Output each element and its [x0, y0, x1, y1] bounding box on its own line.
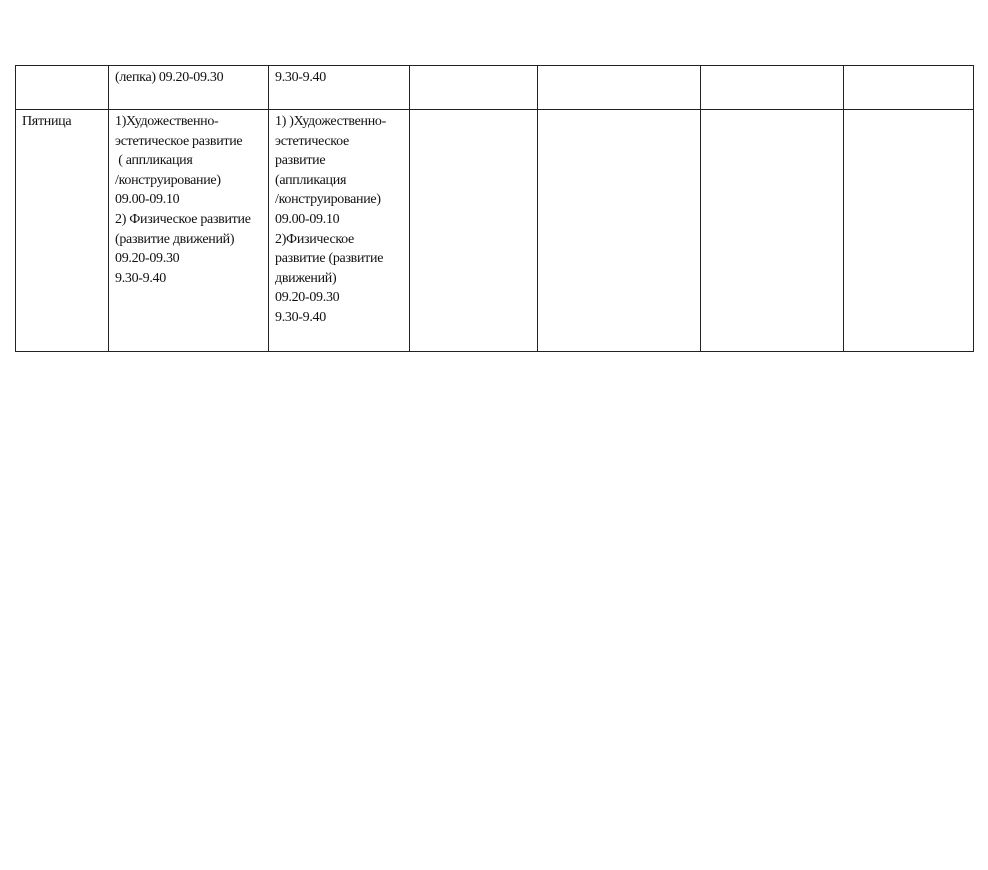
cell-line: ( аппликация — [115, 153, 193, 169]
empty-cell — [410, 110, 538, 352]
cell-line: 09.20-09.30 — [115, 251, 180, 267]
cell-line: /конструирование) — [115, 172, 221, 188]
cell-line: 09.20-09.30 — [275, 290, 340, 306]
cell-line: 1) )Художественно- — [275, 114, 386, 129]
table-row — [16, 66, 974, 110]
cell-line: развитие — [275, 153, 326, 169]
cell-line: движений) — [275, 270, 337, 286]
empty-cell — [410, 66, 538, 110]
cell-line: развитие (развитие — [275, 251, 384, 267]
cell-line: (развитие движений) — [115, 231, 235, 247]
cell-line: 2)Физическое — [275, 231, 354, 247]
empty-cell — [701, 110, 844, 352]
cell-line: (аппликация — [275, 172, 347, 188]
cell-line: 9.30-9.40 — [115, 270, 166, 286]
schedule-table — [15, 65, 974, 352]
empty-cell — [701, 66, 844, 110]
activity-cell-group-2 — [269, 110, 410, 352]
cell-line: 1)Художественно- — [115, 114, 219, 129]
activity-cell-group-1 — [109, 66, 269, 110]
day-cell: Пятница — [16, 110, 109, 352]
empty-cell — [844, 66, 974, 110]
cell-line: 9.30-9.40 — [275, 309, 326, 325]
cell-line: эстетическое — [275, 133, 349, 149]
activity-cell-group-1 — [109, 110, 269, 352]
cell-line: 09.00-09.10 — [275, 211, 340, 227]
activity-cell-group-2 — [269, 66, 410, 110]
cell-line: /конструирование) — [275, 192, 381, 208]
day-cell — [16, 66, 109, 110]
cell-line: эстетическое развитие — [115, 133, 243, 149]
cell-line: 9.30-9.40 — [275, 70, 326, 85]
cell-line: (лепка) 09.20-09.30 — [115, 70, 224, 85]
cell-line: 2) Физическое развитие — [115, 211, 251, 227]
table-row — [16, 110, 974, 352]
empty-cell — [538, 110, 701, 352]
empty-cell — [538, 66, 701, 110]
cell-line: 09.00-09.10 — [115, 192, 180, 208]
empty-cell — [844, 110, 974, 352]
